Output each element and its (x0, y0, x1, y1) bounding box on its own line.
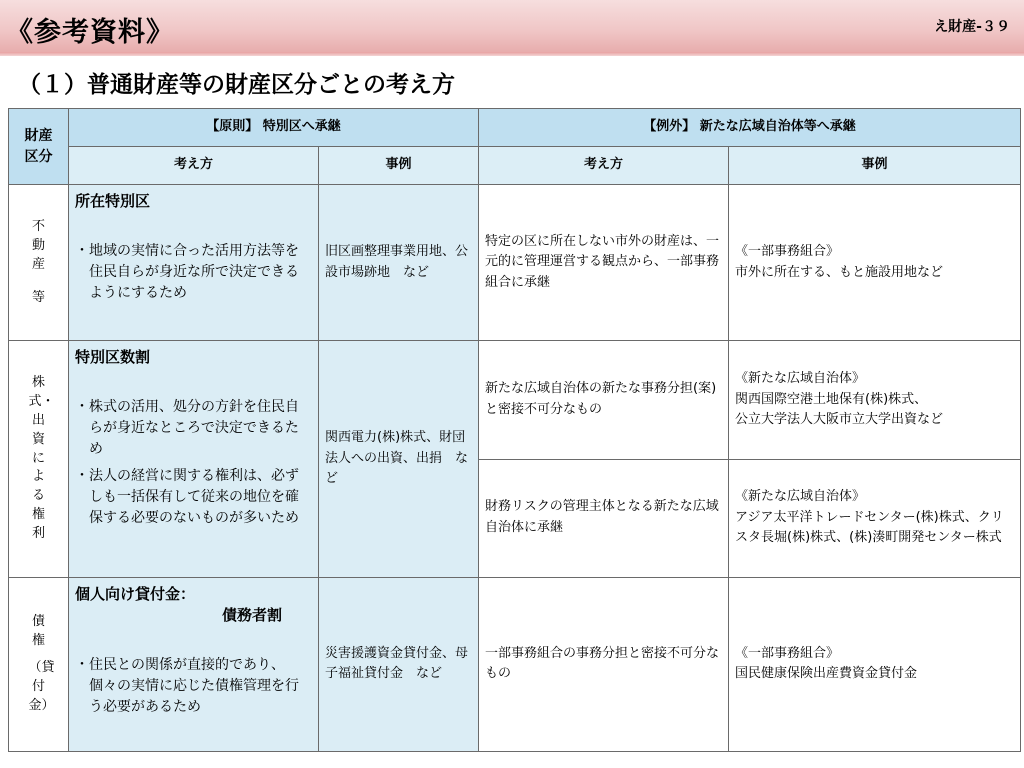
header-category (9, 109, 69, 185)
section-title: （１）普通財産等の財産区分ごとの考え方 (18, 72, 455, 98)
table-row (9, 577, 1021, 751)
principle-bullet: ・住民との関係が直接的であり、個々の実情に応じた債権管理を行う必要があるため (75, 657, 299, 716)
exception-example-cell (729, 341, 1021, 459)
exception-example-line: 《一部事務組合》 (735, 645, 840, 661)
category-label: 債権 (31, 614, 45, 649)
exception-example-cell (729, 577, 1021, 751)
category-real-estate (9, 185, 69, 341)
principle-bullet: ・株式の活用、処分の方針を住民自らが身近なところで決定できるため (75, 399, 299, 458)
exception-example-line: 公立大学法人大阪市立大学出資など (735, 412, 944, 428)
exception-idea-cell (479, 341, 729, 459)
header-category-label: 財産区分 (24, 127, 53, 165)
principle-example: 関西電力(株)株式、財団法人への出資、出捐 など (325, 429, 469, 487)
exception-idea: 新たな広域自治体の新たな事務分担(案)と密接不可分なもの (485, 381, 717, 417)
category-shares (9, 341, 69, 577)
category-label-suffix: 等 (31, 289, 45, 305)
subheader-exception-idea: 考え方 (479, 147, 729, 185)
exception-example-line: アジア太平洋トレードセンター(株)株式、クリスタ長堀(株)株式、(株)湊町開発センター株式 (735, 509, 1004, 546)
principle-bullet: ・法人の経営に関する権利は、必ずしも一括保有して従来の地位を確保する必要のないものが多いため (75, 468, 299, 527)
asset-classification-table (8, 108, 1021, 752)
principle-heading (75, 584, 312, 628)
category-label-suffix: （貸付金） (28, 659, 55, 713)
exception-example-line: 《新たな広域自治体》 (735, 370, 866, 386)
exception-idea-cell (479, 577, 729, 751)
principle-heading: 特別区数割 (75, 348, 151, 367)
principle-heading-line2: 債務者割 (221, 606, 282, 625)
table-row (9, 341, 1021, 459)
page-number: え財産-３９ (934, 19, 1010, 35)
principle-example: 災害援護資金貸付金、母子福祉貸付金 など (325, 645, 469, 682)
subheader-principle-example: 事例 (319, 147, 479, 185)
exception-idea: 一部事務組合の事務分担と密接不可分なもの (485, 645, 720, 682)
header-principle: 【原則】 特別区へ承継 (69, 109, 479, 147)
principle-bullet: ・地域の実情に合った活用方法等を住民自らが身近な所で決定できるようにするため (75, 242, 299, 301)
exception-idea: 特定の区に所在しない市外の財産は、一元的に管理運営する観点から、一部事務組合に承継 (485, 233, 720, 291)
principle-idea-cell (69, 577, 319, 751)
exception-example-line: 関西国際空港土地保有(株)株式、 (735, 391, 928, 407)
principle-idea-cell (69, 341, 319, 577)
exception-example-line: 《一部事務組合》 (735, 243, 840, 259)
title-bar-accent (0, 52, 1024, 56)
slide-title: 《参考資料》 (6, 17, 174, 48)
principle-heading: 所在特別区 (75, 192, 151, 211)
subheader-exception-example: 事例 (729, 147, 1021, 185)
principle-example: 旧区画整理事業用地、公設市場跡地 など (325, 243, 469, 280)
exception-example-line: 国民健康保険出産費資金貸付金 (735, 666, 918, 682)
exception-example-line: 《新たな広域自治体》 (735, 488, 866, 504)
exception-example-cell (729, 185, 1021, 341)
table-row (9, 185, 1021, 341)
category-label: 不動産 (31, 219, 45, 272)
category-receivables (9, 577, 69, 751)
exception-idea-cell (479, 185, 729, 341)
category-label: 株式・出資による権利 (28, 375, 55, 541)
exception-idea-cell (479, 459, 729, 577)
exception-example-line: 市外に所在する、もと施設用地など (735, 264, 944, 280)
principle-heading-line1: 個人向け貸付金： (75, 584, 196, 603)
header-exception: 【例外】 新たな広域自治体等へ承継 (479, 109, 1021, 147)
exception-idea: 財務リスクの管理主体となる新たな広域自治体に承継 (485, 499, 719, 536)
subheader-principle-idea: 考え方 (69, 147, 319, 185)
principle-example-cell (319, 577, 479, 751)
principle-example-cell (319, 341, 479, 577)
exception-example-cell (729, 459, 1021, 577)
principle-example-cell (319, 185, 479, 341)
principle-idea-cell (69, 185, 319, 341)
